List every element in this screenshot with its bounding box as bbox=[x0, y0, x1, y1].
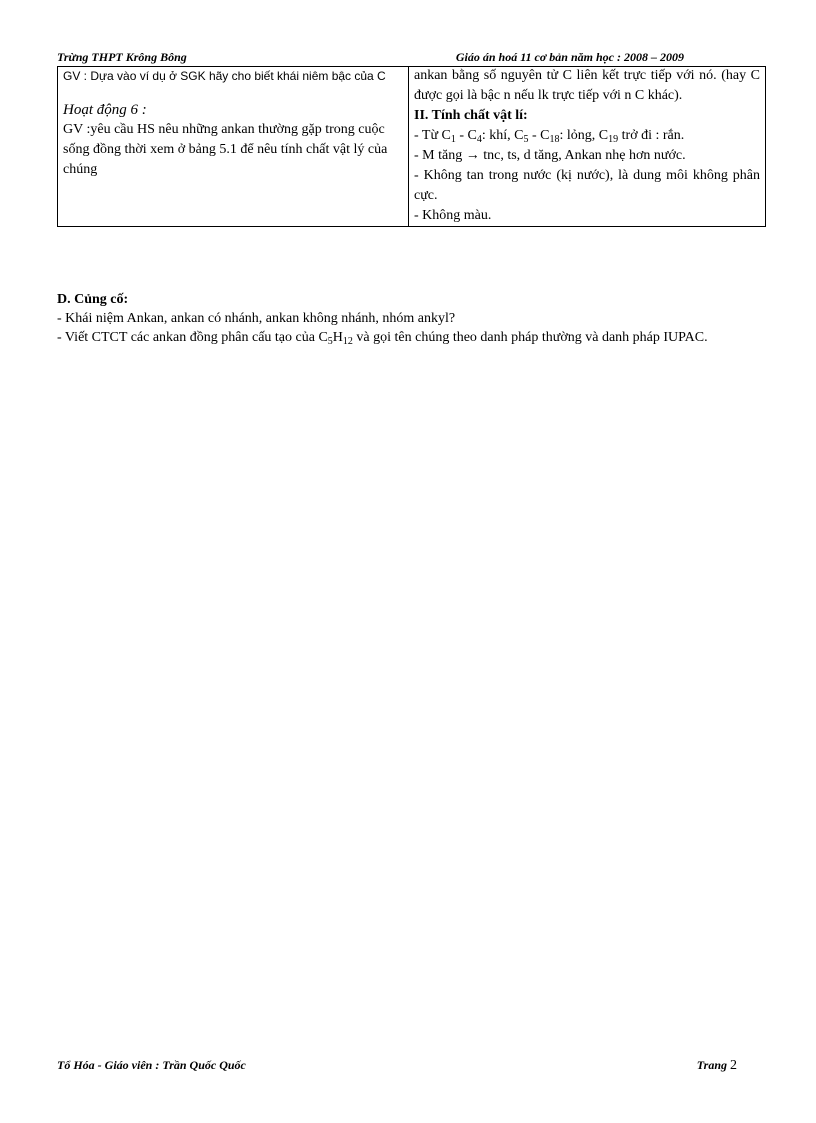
state-text: - C bbox=[528, 128, 550, 143]
page-label: Trang bbox=[696, 1058, 730, 1072]
summary-text: H bbox=[332, 330, 343, 345]
state-text: - Từ C bbox=[414, 128, 451, 143]
state-text: - C bbox=[455, 128, 477, 143]
state-line bbox=[414, 126, 760, 146]
mass-line: - M tăng → tnc, ts, d tăng, Ankan nhẹ hơn nước. bbox=[414, 148, 686, 163]
formula-subscript: 12 bbox=[342, 336, 353, 347]
lesson-table bbox=[57, 66, 766, 227]
state-subscript: 1 bbox=[450, 134, 456, 145]
state-subscript: 18 bbox=[549, 134, 560, 145]
teacher-activity-cell bbox=[58, 66, 409, 227]
section-title: II. Tính chất vật lí: bbox=[414, 108, 528, 123]
color-line: - Không màu. bbox=[414, 208, 492, 223]
state-text: : lỏng, C bbox=[559, 128, 609, 143]
page-footer bbox=[57, 1058, 737, 1078]
summary-item bbox=[57, 328, 767, 347]
solubility-line: - Không tan trong nước (kị nước), là dung môi không phân cực. bbox=[414, 168, 760, 203]
footer-page bbox=[697, 1058, 737, 1074]
state-subscript: 19 bbox=[608, 134, 619, 145]
page-header bbox=[57, 50, 765, 67]
summary-text: và gọi tên chúng theo danh pháp thường và danh pháp IUPAC. bbox=[352, 330, 708, 345]
gv-prompt: GV : Dựa vào ví dụ ở SGK hãy cho biết khái niêm bậc của C bbox=[63, 69, 386, 83]
header-school: Trừng THPT Krông Bông bbox=[57, 50, 187, 64]
summary-section bbox=[57, 290, 767, 347]
summary-text: - Viết CTCT các ankan đồng phân cấu tạo của C bbox=[57, 330, 328, 345]
footer-author: Tổ Hóa - Giáo viên : Trần Quốc Quốc bbox=[57, 1058, 246, 1072]
page-number: 2 bbox=[730, 1058, 737, 1073]
activity-text: GV :yêu cầu HS nêu những ankan thường gặp trong cuộc sống đồng thời xem ở bảng 5.1 để nêu tính chất vật lý của chúng bbox=[63, 122, 388, 177]
content-cell bbox=[409, 66, 766, 227]
state-text: trở đi : rắn. bbox=[618, 128, 685, 143]
state-subscript: 4 bbox=[476, 134, 482, 145]
state-subscript: 5 bbox=[523, 134, 529, 145]
formula-subscript: 5 bbox=[327, 336, 333, 347]
header-title: Giáo án hoá 11 cơ bản năm học : 2008 – 2009 bbox=[455, 50, 684, 64]
table-row bbox=[58, 66, 766, 227]
state-text: : khí, C bbox=[481, 128, 524, 143]
activity-label: Hoạt động 6 : bbox=[63, 102, 147, 118]
order-definition: ankan bằng số nguyên tử C liên kết trực tiếp với nó. (hay C được gọi là bậc n nếu lk trực tiếp với n C khác). bbox=[414, 68, 760, 103]
summary-item: - Khái niệm Ankan, ankan có nhánh, ankan không nhánh, nhóm ankyl? bbox=[57, 311, 456, 326]
summary-title: D. Củng cố: bbox=[57, 292, 129, 307]
